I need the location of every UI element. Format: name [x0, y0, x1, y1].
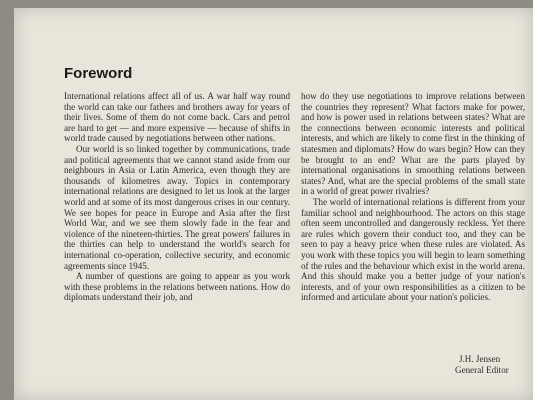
page-title: Foreword — [64, 65, 133, 82]
paragraph-4: The world of international relations is different from your familiar school and neighbourhood. The actors on this stage often seem uncontrolled and dangerously reckless. Yet there are rules which govern their conduct too, and they can be seen to pay a heavy price when these rules are violated. As you work with these topics you will begin to learn something of the rules and the behaviour which exist in the world arena. And this should make you a better judge of your nation's interests, and of your own responsibilities as a citizen to be informed and articulate about your nation's policies. — [301, 196, 525, 303]
paragraph-2: Our world is so linked together by communications, trade and political agreements that we cannot stand aside from our neighbours in Asia or Latin America, even though they are thousands of kilometres away. Topics in contemporary international relations are designed to let us look at the larger world and at some of its most dangerous crises in our century. We see hopes for peace in Europe and Asia after the first World War, and we see them slowly fade in the fear and violence of the nineteen-thirties. The great powers' failures in the thirties can help to understand the world's search for international co-operation, collective security, and economic agreements since 1945. — [64, 143, 290, 271]
paragraph-3-continued: how do they use negotiations to improve relations between the countries they represent? What factors make for power, and how is power used in relations between states? What are the connections between economic interests and political interests, and which are likely to come first in the thinking of statesmen and diplomats? How do wars begin? How can they be brought to an end? What are the parts played by international organisations in smoothing relations between states? And, what are the special problems of the small state in a world of great power rivalries? — [301, 91, 525, 197]
book-page — [14, 8, 533, 400]
paragraph-3: A number of questions are going to appear as you work with these problems in the relations between nations. How do diplomats understand their job, and — [64, 271, 290, 303]
left-column — [64, 91, 290, 303]
paragraph-1: International relations affect all of us. A war half way round the world can take our fathers and brothers away for years of their lives. Some of them do not come back. Cars and petrol are hard to get — and more expensive — because of shifts in world trade caused by negotiations between other nations. — [64, 91, 290, 144]
right-column — [301, 91, 525, 303]
editor-title: General Editor — [455, 365, 509, 375]
signature-block — [455, 354, 509, 376]
editor-name: J.H. Jensen — [459, 354, 501, 364]
